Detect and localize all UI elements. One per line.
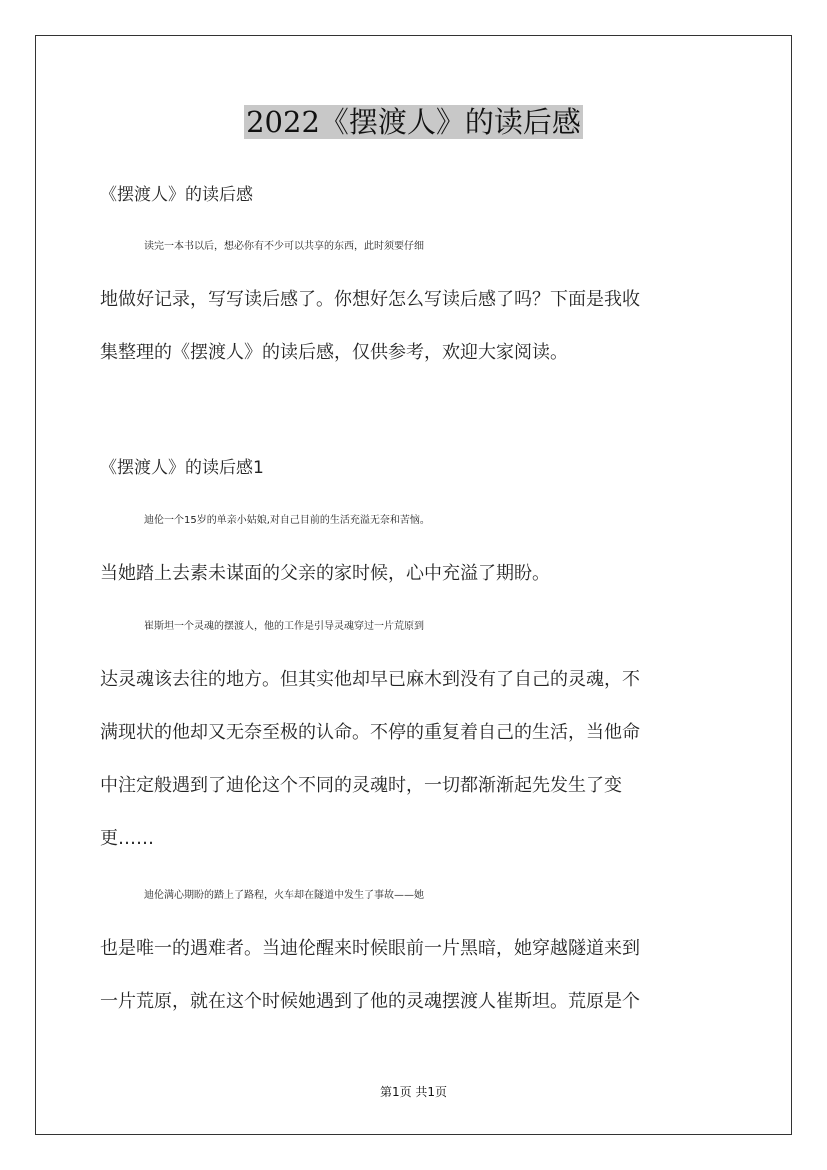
intro-paragraph <box>100 220 728 379</box>
section-heading-2: 《摆渡人》的读后感1 <box>100 458 264 478</box>
paragraph-2 <box>100 600 728 865</box>
text-line: 中注定般遇到了迪伦这个不同的灵魂时，一切都渐渐起先发生了变 <box>100 775 622 796</box>
text-line: 迪伦一个15岁的单亲小姑娘,对自己目前的生活充溢无奈和苦恼。 <box>144 515 430 526</box>
text-line: 迪伦满心期盼的踏上了路程，火车却在隧道中发生了事故——她 <box>144 890 424 901</box>
text-line: 崔斯坦一个灵魂的摆渡人，他的工作是引导灵魂穿过一片荒原到 <box>144 621 424 632</box>
text-line: 更…… <box>100 828 154 849</box>
text-line: 一片荒原，就在这个时候她遇到了他的灵魂摆渡人崔斯坦。荒原是个 <box>100 991 640 1012</box>
text-line: 集整理的《摆渡人》的读后感，仅供参考，欢迎大家阅读。 <box>100 342 568 363</box>
page-footer: 第1页 共1页 <box>379 1085 448 1099</box>
document-title <box>0 100 827 144</box>
section-heading-1: 《摆渡人》的读后感 <box>100 185 253 205</box>
text-line: 地做好记录，写写读后感了。你想好怎么写读后感了吗？下面是我收 <box>100 289 640 310</box>
text-line: 也是唯一的遇难者。当迪伦醒来时候眼前一片黑暗，她穿越隧道来到 <box>100 938 640 959</box>
text-line: 读完一本书以后，想必你有不少可以共享的东西，此时须要仔细 <box>144 241 424 252</box>
title-text: 2022《摆渡人》的读后感 <box>246 105 581 139</box>
text-line: 满现状的他却又无奈至极的认命。不停的重复着自己的生活，当他命 <box>100 722 640 743</box>
text-line: 达灵魂该去往的地方。但其实他却早已麻木到没有了自己的灵魂，不 <box>100 669 640 690</box>
paragraph-1 <box>100 494 728 600</box>
paragraph-3 <box>100 869 728 1028</box>
text-line: 当她踏上去素未谋面的父亲的家时候，心中充溢了期盼。 <box>100 563 550 584</box>
